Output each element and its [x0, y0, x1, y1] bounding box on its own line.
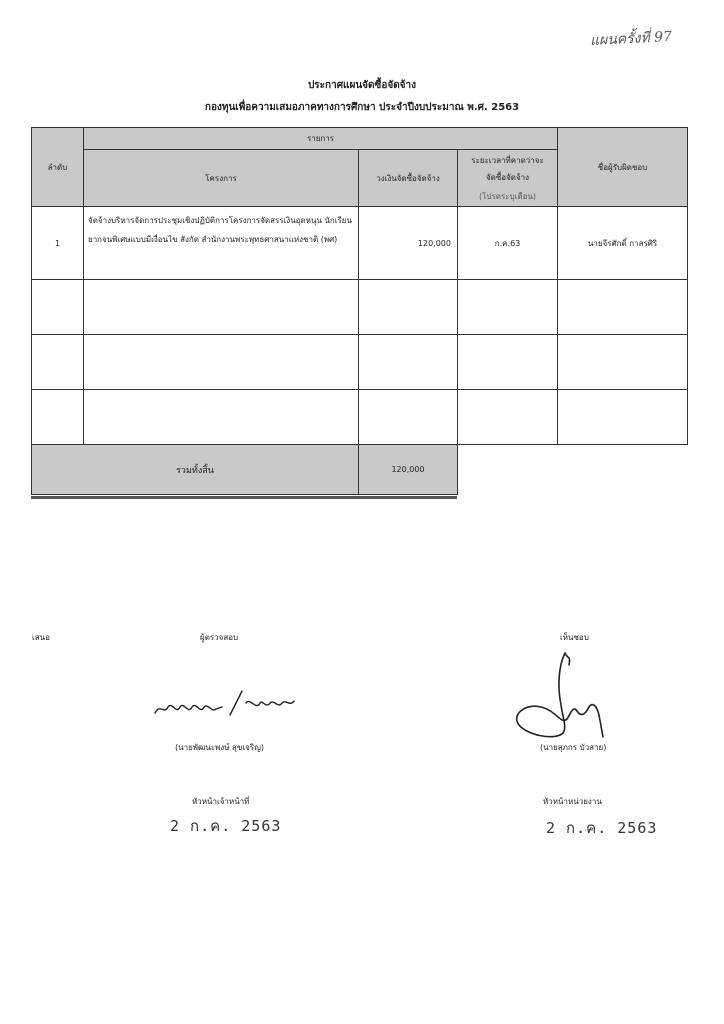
handwritten-note: แผนครั้งที่ 97	[589, 28, 673, 50]
right-signature-image	[505, 645, 620, 745]
approve-label: เห็นชอบ	[560, 633, 589, 642]
document-title: ประกาศแผนจัดซื้อจัดจ้าง	[307, 80, 417, 91]
total-row	[32, 445, 688, 495]
right-signer-position: หัวหน้าหน่วยงาน	[543, 797, 602, 806]
right-signer-name: (นายสุภกร บัวสาย)	[540, 743, 607, 752]
row-amount: 120,000	[359, 207, 458, 280]
header-items-group: รายการ	[84, 128, 558, 150]
total-row-shadow	[31, 496, 457, 499]
document-subtitle: กองทุนเพื่อความเสมอภาคทางการศึกษา ประจำปีงบประมาณ พ.ศ. 2563	[204, 102, 520, 113]
table-row-empty	[32, 280, 688, 335]
table-row-empty	[32, 390, 688, 445]
table-row-empty	[32, 335, 688, 390]
total-label: รวมทั้งสิ้น	[32, 445, 359, 495]
header-period-line1: ระยะเวลาที่คาดว่าจะ	[471, 155, 544, 165]
propose-label: เสนอ	[32, 633, 50, 642]
header-amount: วงเงินจัดซื้อจัดจ้าง	[359, 150, 458, 207]
row-period: ก.ค.63	[458, 207, 558, 280]
reviewer-label: ผู้ตรวจสอบ	[200, 633, 239, 642]
left-signer-position: หัวหน้าเจ้าหน้าที่	[192, 797, 250, 806]
row-no: 1	[32, 207, 84, 280]
left-date-stamp: 2 ก.ค. 2563	[170, 817, 282, 835]
row-owner: นายจีรศักดิ์ กาสรศิริ	[558, 207, 688, 280]
header-period	[458, 150, 558, 207]
total-value: 120,000	[359, 445, 458, 495]
procurement-plan-table	[31, 127, 688, 495]
left-signature-image	[150, 685, 300, 725]
right-date-stamp: 2 ก.ค. 2563	[546, 819, 658, 837]
header-owner: ชื่อผู้รับผิดชอบ	[558, 128, 688, 207]
row-project: จัดจ้างบริหารจัดการประชุมเชิงปฏิบัติการโครงการจัดสรรเงินอุดหนุน นักเรียนยากจนพิเศษแบบมีเงื่อนไข สังกัด สำนักงานพระพุทธศาสนาแห่งชาติ (พศ)	[84, 207, 359, 280]
left-signer-name: (นายพัฒนะพงษ์ สุขเจริญ)	[175, 743, 265, 752]
header-no: ลำดับ	[32, 128, 84, 207]
header-project: โครงการ	[84, 150, 359, 207]
table-row	[32, 207, 688, 280]
header-period-line2: จัดซื้อจัดจ้าง	[485, 172, 530, 182]
header-period-note: (โปรดระบุเดือน)	[479, 191, 536, 201]
